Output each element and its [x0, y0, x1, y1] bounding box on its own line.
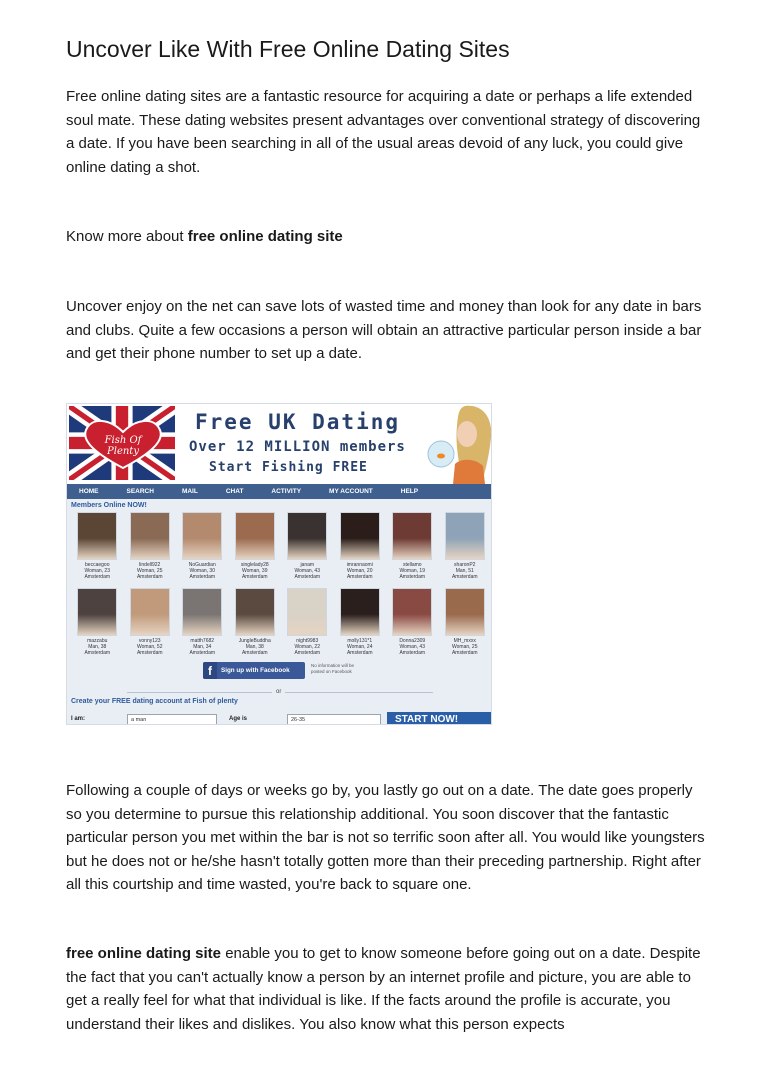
member-city: Amsterdam [189, 574, 216, 580]
create-account-heading: Create your FREE dating account at Fish of plenty [71, 698, 238, 705]
member-info: Woman, 20 [347, 568, 373, 574]
member-name: beccaegoo [85, 562, 110, 568]
member-name: JungleBuddha [238, 638, 271, 644]
age-select[interactable]: 26-35 [287, 714, 381, 725]
member-city: Amsterdam [136, 650, 163, 656]
i-am-label: I am: [71, 716, 86, 722]
member-name: stellamo [402, 562, 422, 568]
member-name: lindell922 [139, 562, 161, 568]
member-city: Amsterdam [451, 574, 478, 580]
member-city: Amsterdam [346, 574, 373, 580]
nav-home[interactable]: HOME [79, 488, 99, 495]
member-photo[interactable] [77, 588, 117, 636]
member-city: Amsterdam [399, 650, 426, 656]
member-name: night9983 [296, 638, 319, 644]
nav-chat[interactable]: CHAT [225, 488, 244, 495]
member-city: Amsterdam [189, 650, 216, 656]
member-card[interactable] [281, 588, 334, 664]
member-photo[interactable] [445, 588, 485, 636]
member-info: Woman, 43 [294, 568, 320, 574]
age-label: Age is [229, 716, 248, 722]
banner-headline: Free UK Dating [195, 410, 401, 434]
paragraph-following: Following a couple of days or weeks go by, you lastly go out on a date. The date goes properly so you determine to pursue this relationship additional. You soon discover that the fantastic particular person you met within the bar is not so terrific soon after all. You would like youngsters but he does not or he/she hasn't totally gotten more than their preceding partnership. Right after all this courtship and time wasted, you're back to square one. [66, 782, 705, 893]
member-card[interactable] [439, 588, 492, 664]
member-city: Amsterdam [451, 650, 478, 656]
member-photo[interactable] [182, 588, 222, 636]
dating-site-screenshot [66, 403, 492, 725]
member-photo[interactable] [130, 512, 170, 560]
member-info: Man, 38 [245, 644, 264, 650]
member-card[interactable] [71, 588, 124, 664]
banner-members-count: Over 12 MILLION members [189, 439, 406, 455]
banner-tagline: Start Fishing FREE [209, 460, 368, 475]
paragraph-free-site [66, 942, 706, 1036]
member-name: janam [300, 562, 315, 568]
member-card[interactable] [386, 588, 439, 664]
member-city: Amsterdam [399, 574, 426, 580]
member-name: mazzabu [87, 638, 108, 644]
member-info: Woman, 52 [137, 644, 163, 650]
paragraph-intro: Free online dating sites are a fantastic resource for acquiring a date or perhaps a life extended soul mate. These dating websites present advantages over conventional strategy of discovering a date. If you have been searching in all of the usual areas devoid of any luck, you could give online dating a shot. [66, 88, 701, 176]
member-name: NoGuardian [188, 562, 216, 568]
facebook-signup-button[interactable] [203, 662, 305, 679]
member-info: Woman, 23 [84, 568, 110, 574]
dating-site-bold[interactable]: free online dating site [66, 945, 222, 962]
member-city: Amsterdam [84, 574, 111, 580]
nav-my-account[interactable]: MY ACCOUNT [329, 488, 373, 495]
member-name: MH_mxxx [453, 638, 476, 644]
member-card[interactable] [281, 512, 334, 588]
member-card[interactable] [71, 512, 124, 588]
member-info: Man, 34 [193, 644, 212, 650]
member-photo[interactable] [340, 588, 380, 636]
member-photo[interactable] [340, 512, 380, 560]
member-card[interactable] [334, 588, 387, 664]
members-row [71, 588, 491, 664]
member-card[interactable] [334, 512, 387, 588]
nav-mail[interactable]: MAIL [181, 488, 198, 495]
member-card[interactable] [176, 588, 229, 664]
members-grid [71, 512, 491, 664]
dating-site-link[interactable]: free online dating site [187, 228, 343, 245]
member-info: Woman, 39 [242, 568, 268, 574]
member-city: Amsterdam [241, 650, 268, 656]
paragraph-know-more [66, 225, 706, 249]
heart-logo [79, 416, 167, 470]
member-photo[interactable] [392, 512, 432, 560]
member-city: Amsterdam [241, 574, 268, 580]
page-title: Uncover Like With Free Online Dating Sites [66, 36, 510, 62]
member-city: Amsterdam [294, 574, 321, 580]
members-online-heading: Members Online NOW! [71, 502, 147, 509]
member-card[interactable] [124, 588, 177, 664]
i-am-select[interactable]: a man [127, 714, 217, 725]
member-city: Amsterdam [346, 650, 373, 656]
know-more-text: Know more about [66, 228, 188, 245]
facebook-icon: f [203, 662, 217, 679]
member-name: imrannaomi [346, 562, 373, 568]
start-now-button[interactable]: START NOW! [387, 712, 492, 725]
site-nav-bar [67, 484, 492, 499]
woman-with-fishbowl-image [425, 404, 492, 484]
facebook-signup-label: Sign up with Facebook [221, 667, 290, 674]
member-name: matth7682 [190, 638, 215, 644]
member-photo[interactable] [392, 588, 432, 636]
member-name: molly131*1 [347, 638, 373, 644]
member-info: Woman, 19 [399, 568, 425, 574]
member-name: Donna2309 [399, 638, 426, 644]
member-info: Woman, 30 [189, 568, 215, 574]
nav-search[interactable]: SEARCH [126, 488, 154, 495]
member-name: vonny123 [138, 638, 161, 644]
member-photo[interactable] [287, 588, 327, 636]
member-name: sharonP2 [454, 562, 476, 568]
member-photo[interactable] [235, 512, 275, 560]
member-info: Man, 38 [88, 644, 107, 650]
member-photo[interactable] [77, 512, 117, 560]
member-photo[interactable] [182, 512, 222, 560]
member-city: Amsterdam [294, 650, 321, 656]
member-card[interactable] [439, 512, 492, 588]
member-info: Woman, 22 [294, 644, 320, 650]
facebook-note: No information will be posted on Facebook [311, 663, 355, 674]
member-info: Woman, 43 [399, 644, 425, 650]
member-card[interactable] [124, 512, 177, 588]
nav-activity[interactable]: ACTIVITY [271, 488, 302, 495]
member-photo[interactable] [235, 588, 275, 636]
member-city: Amsterdam [84, 650, 111, 656]
member-info: Woman, 25 [137, 568, 163, 574]
member-card[interactable] [176, 512, 229, 588]
member-photo[interactable] [445, 512, 485, 560]
member-card[interactable] [229, 512, 282, 588]
site-banner [67, 404, 492, 484]
member-city: Amsterdam [136, 574, 163, 580]
member-info: Woman, 24 [347, 644, 373, 650]
or-divider [127, 688, 433, 696]
or-text: or [272, 688, 285, 696]
member-info: Man, 51 [455, 568, 474, 574]
members-row [71, 512, 491, 588]
member-card[interactable] [229, 588, 282, 664]
logo-text-line2: Plenty [107, 446, 139, 457]
free-site-text: enable you to get to know someone before going out on a date. Despite the fact that you can't actually know a person by an internet profile and picture, you are able to get a really feel for what that individual is like. If the facts around the profile is accurate, you understand their likes and dislikes. You also know what this person expects [66, 945, 701, 1033]
member-info: Woman, 25 [452, 644, 478, 650]
nav-help[interactable]: HELP [400, 488, 419, 495]
logo-text-line1: Fish Of [104, 435, 142, 446]
member-photo[interactable] [287, 512, 327, 560]
paragraph-uncover: Uncover enjoy on the net can save lots of wasted time and money than look for any date in bars and clubs. Quite a few occasions a person will obtain an attractive particular person inside a bar and get their phone number to set up a date. [66, 298, 702, 362]
member-photo[interactable] [130, 588, 170, 636]
member-card[interactable] [386, 512, 439, 588]
member-name: singlelady28 [240, 562, 269, 568]
